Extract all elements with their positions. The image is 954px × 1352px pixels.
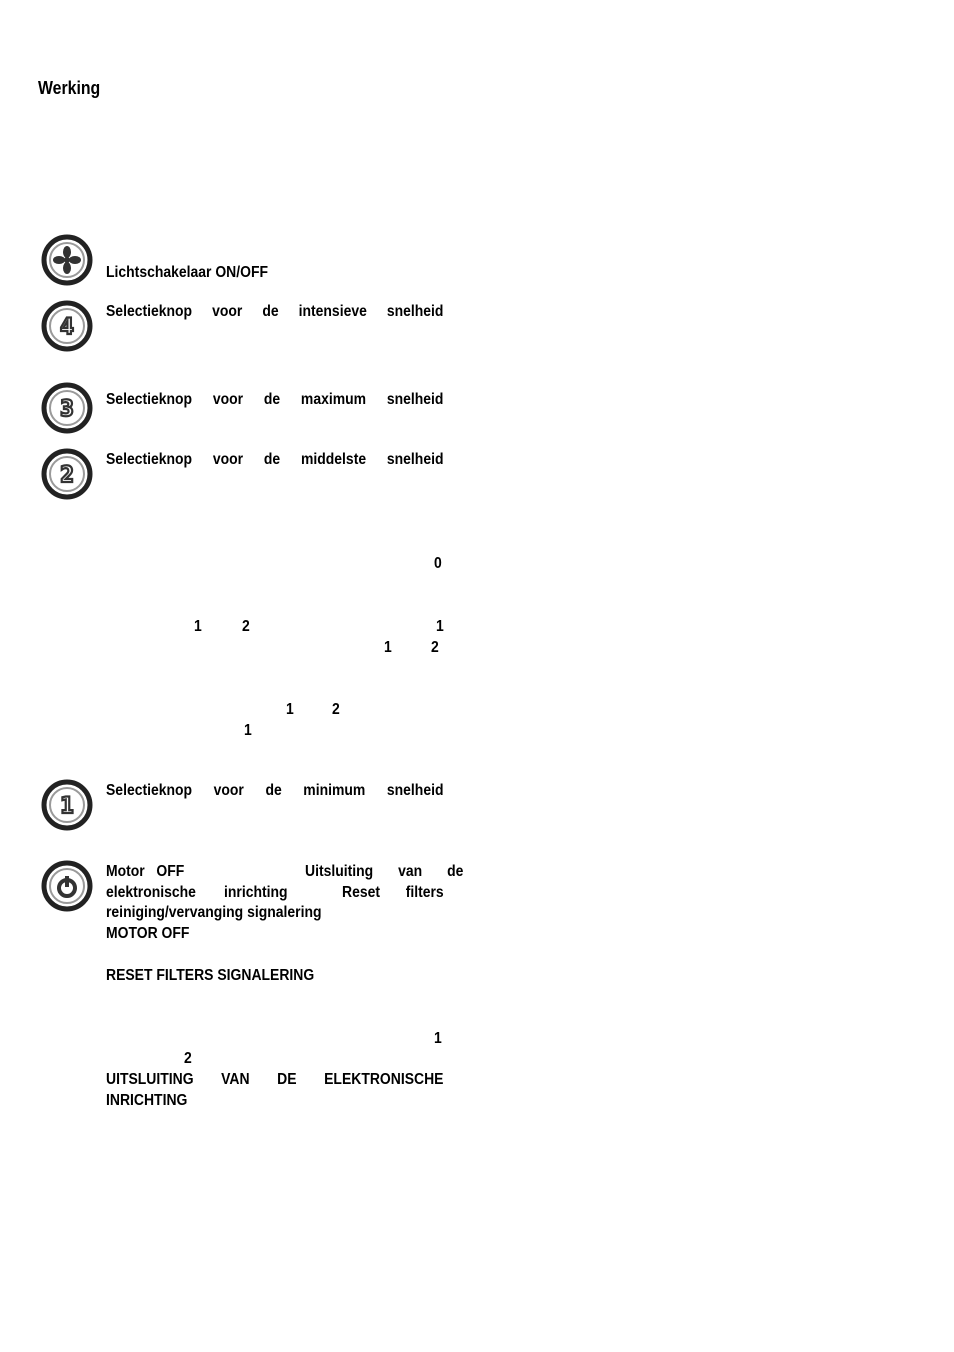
middle-speed-label: Selectieknop voor de middelste snelheid xyxy=(106,451,444,468)
svg-text:2: 2 xyxy=(60,463,74,488)
number-1: 1 xyxy=(194,618,202,635)
light-switch-label: Lichtschakelaar ON/OFF xyxy=(106,264,269,281)
motor-off-heading: MOTOR OFF xyxy=(106,925,190,942)
motor-line-2-right: Reset filters xyxy=(342,884,444,901)
motor-line-1-right: Uitsluiting van de xyxy=(305,863,464,880)
speed-1-icon xyxy=(40,778,94,832)
speed-4-icon xyxy=(40,299,94,353)
number-1: 1 xyxy=(286,701,294,718)
fan-icon xyxy=(40,233,94,287)
number-1: 1 xyxy=(434,1030,442,1047)
motor-line-3: reiniging/vervanging signalering xyxy=(106,904,322,921)
number-2: 2 xyxy=(431,639,439,656)
svg-text:4: 4 xyxy=(60,315,74,340)
number-2: 2 xyxy=(332,701,340,718)
speed-3-icon xyxy=(40,381,94,435)
svg-text:3: 3 xyxy=(60,397,74,422)
reset-filters-heading: RESET FILTERS SIGNALERING xyxy=(106,967,315,984)
motor-line-2-mid: inrichting xyxy=(224,884,288,901)
number-1: 1 xyxy=(244,722,252,739)
motor-line-1-left: Motor OFF xyxy=(106,863,185,880)
maximum-speed-label: Selectieknop voor de maximum snelheid xyxy=(106,391,444,408)
lockout-heading: UITSLUITING VAN DE ELEKTRONISCHE xyxy=(106,1071,444,1088)
speed-2-icon xyxy=(40,447,94,501)
number-2: 2 xyxy=(184,1050,192,1067)
number-1: 1 xyxy=(436,618,444,635)
number-2: 2 xyxy=(242,618,250,635)
page-title: Werking xyxy=(38,78,101,98)
power-icon xyxy=(40,859,94,913)
number-1: 1 xyxy=(384,639,392,656)
minimum-speed-label: Selectieknop voor de minimum snelheid xyxy=(106,782,444,799)
intensive-speed-label: Selectieknop voor de intensieve snelheid xyxy=(106,303,444,320)
motor-line-2-left: elektronische xyxy=(106,884,196,901)
number-0: 0 xyxy=(434,555,442,572)
svg-text:1: 1 xyxy=(60,794,74,819)
lockout-heading-cont: INRICHTING xyxy=(106,1092,188,1109)
